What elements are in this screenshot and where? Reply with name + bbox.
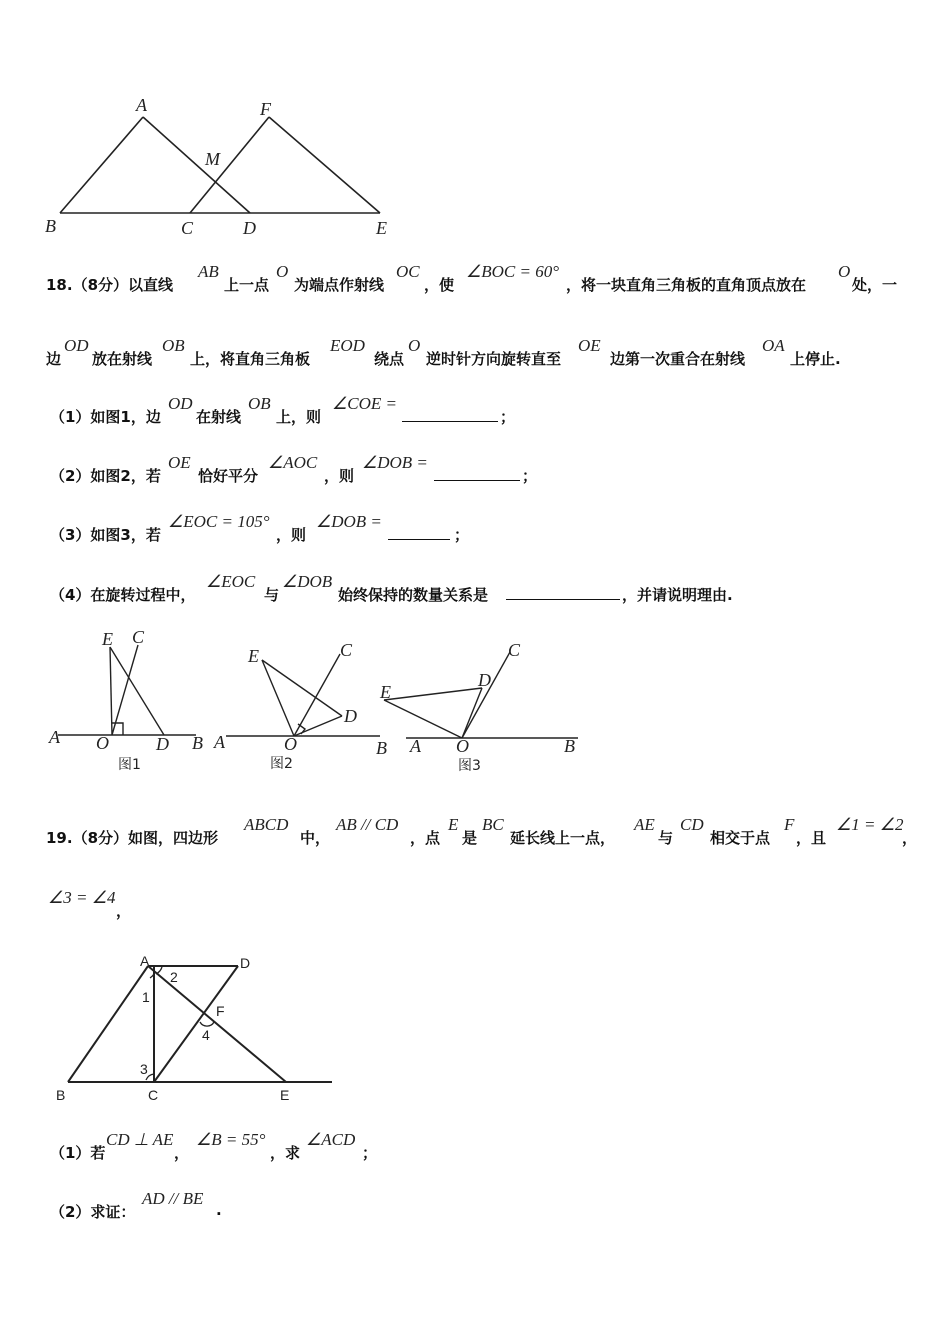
q18-line2: 边 OD 放在射线 OB 上，将直角三角板 EOD 绕点 O 逆时针方向旋转直至 OE 边第一次重合在射线 OA 上停止. [46,336,841,368]
label-B: B [376,738,387,758]
answer-blank-3[interactable] [388,524,450,540]
label-C: C [132,627,145,647]
label-D: D [240,955,251,971]
label-F: F [260,99,271,119]
q19-number: 19.（8分）如图，四边形 [46,829,219,847]
q19-line1: 19.（8分）如图，四边形 ABCD 中， AB // CD ，点 E 是 BC 延长线上一点， AE 与 CD 相交于点 F ，且 ∠1 = ∠2 ， [46,815,918,847]
label-A: A [136,95,147,115]
label-B: B [564,736,575,756]
q18-part1: （1）如图1，边 OD 在射线 OB 上，则 ∠COE = ； [50,394,516,426]
angle-4-mark [200,1022,214,1026]
q18-number: 18.（8分）以直线 [46,276,174,294]
label-O: O [284,734,297,754]
q18-part3: （3）如图3，若 ∠EOC = 105° ，则 ∠DOB = ； [50,512,470,544]
answer-blank-2[interactable] [434,465,520,481]
math-AB: AB [198,262,219,281]
label-B: B [56,1087,66,1103]
math-O: O [276,262,289,281]
label-F: F [216,1003,225,1019]
label-C: C [148,1087,159,1103]
label-2: 2 [170,969,178,985]
answer-blank-4[interactable] [506,584,620,600]
figure-q18-1 [46,625,211,775]
label-B: B [45,216,56,236]
answer-blank-1[interactable] [402,406,498,422]
label-3: 3 [140,1061,148,1077]
q18-line1: 18.（8分）以直线 AB 上一点 O 为端点作射线 OC ，使 ∠BOC = 60° ，将一块直角三角板的直角顶点放在 O 处，一 [46,262,898,294]
side-ED [110,647,164,735]
segment-AE [148,966,286,1082]
caption-fig3: 图3 [458,758,481,774]
caption-fig1: 图1 [118,757,141,773]
math-O-2: O [838,262,851,281]
label-E: E [280,1087,290,1103]
label-E: E [376,218,387,238]
q19-part1: （1）若 CD ⊥ AE ， ∠B = 55° ，求 ∠ACD ； [50,1130,378,1162]
label-O: O [96,733,109,753]
label-M: M [205,149,220,169]
line-AD [143,117,250,213]
label-E: E [248,646,259,666]
side-OD [462,688,482,738]
label-D: D [478,670,491,690]
q19-part2: （2）求证： AD // BE . [50,1189,222,1221]
caption-fig2: 图2 [270,756,293,772]
label-D: D [156,734,169,754]
math-angle-BOC: ∠BOC = 60° [466,262,560,281]
label-C: C [340,640,353,660]
side-AB [68,966,148,1082]
label-D: D [243,218,256,238]
ray-OC [112,645,138,735]
side-ED [384,688,482,700]
label-A: A [49,727,60,747]
figure-q19 [50,950,340,1105]
q19-line2: ∠3 = ∠4 ， [48,888,132,920]
figure-q18-2 [212,630,392,775]
label-1: 1 [142,989,150,1005]
line-CF [190,117,269,213]
q18-part2: （2）如图2，若 OE 恰好平分 ∠AOC ，则 ∠DOB = ； [50,453,538,485]
q18-part4: （4）在旋转过程中， ∠EOC 与 ∠DOB 始终保持的数量关系是 ，并请说明理由. [50,572,733,604]
figure-q17 [40,95,400,240]
label-A: A [140,953,150,969]
label-C: C [508,640,521,660]
ray-OE [110,647,112,735]
label-O: O [456,736,469,756]
label-C: C [181,218,194,238]
label-D: D [344,706,357,726]
math-OC: OC [396,262,420,281]
label-E: E [102,629,113,649]
label-A: A [214,732,225,752]
angle-2-mark [156,967,162,974]
label-A: A [410,736,421,756]
line-BA [60,117,143,213]
ray-OC [462,652,510,738]
side-DC [154,966,238,1082]
side-OE [384,700,462,738]
label-B: B [192,733,203,753]
figure-q18-3 [378,640,583,780]
label-E: E [380,682,391,702]
line-FE [269,117,380,213]
ray-OC [294,654,340,736]
label-4: 4 [202,1027,210,1043]
